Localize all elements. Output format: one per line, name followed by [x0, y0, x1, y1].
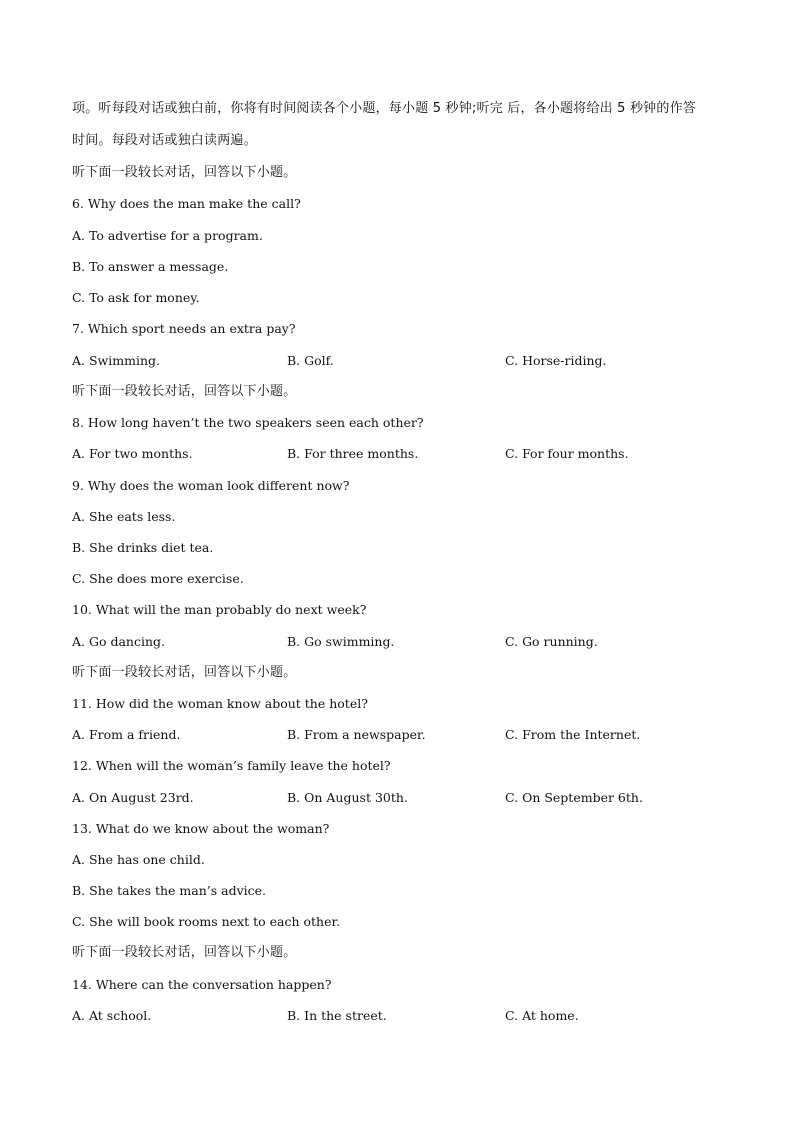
q7-option-b: B. Golf.	[287, 353, 334, 368]
q11-option-c: C. From the Internet.	[505, 727, 641, 742]
instructions-line-2: 时间。每段对话或独白读两遍。	[72, 133, 257, 148]
question-14: 14. Where can the conversation happen?	[72, 977, 332, 992]
q9-option-c: C. She does more exercise.	[72, 571, 244, 586]
q6-option-b: B. To answer a message.	[72, 259, 229, 274]
q8-options	[72, 446, 752, 462]
q11-option-a: A. From a friend.	[72, 727, 181, 742]
q8-option-b: B. For three months.	[287, 446, 419, 461]
q12-option-c: C. On September 6th.	[505, 790, 643, 805]
q14-option-b: B. In the street.	[287, 1008, 387, 1023]
question-11: 11. How did the woman know about the hotel?	[72, 696, 368, 711]
q7-option-a: A. Swimming.	[72, 353, 160, 368]
q9-option-a: A. She eats less.	[72, 509, 176, 524]
question-12: 12. When will the woman’s family leave the hotel?	[72, 758, 391, 773]
q13-option-a: A. She has one child.	[72, 852, 205, 867]
question-6: 6. Why does the man make the call?	[72, 196, 301, 211]
section-heading: 听下面一段较长对话，回答以下小题。	[72, 165, 297, 180]
q11-options	[72, 727, 752, 743]
instructions-line-1: 项。听每段对话或独白前，你将有时间阅读各个小题，每小题 5 秒钟;听完 后，各小题将给出 5 秒钟的作答	[72, 101, 696, 116]
q10-option-b: B. Go swimming.	[287, 634, 395, 649]
q14-option-a: A. At school.	[72, 1008, 152, 1023]
q6-option-a: A. To advertise for a program.	[72, 228, 263, 243]
q13-option-c: C. She will book rooms next to each other.	[72, 914, 341, 929]
q10-option-c: C. Go running.	[505, 634, 598, 649]
q12-options	[72, 790, 752, 806]
q9-option-b: B. She drinks diet tea.	[72, 540, 214, 555]
q7-option-c: C. Horse-riding.	[505, 353, 607, 368]
q11-option-b: B. From a newspaper.	[287, 727, 426, 742]
question-7: 7. Which sport needs an extra pay?	[72, 321, 296, 336]
section-heading: 听下面一段较长对话，回答以下小题。	[72, 665, 297, 680]
q12-option-b: B. On August 30th.	[287, 790, 408, 805]
q6-option-c: C. To ask for money.	[72, 290, 200, 305]
question-8: 8. How long haven’t the two speakers seen each other?	[72, 415, 424, 430]
q14-options	[72, 1008, 752, 1024]
section-heading: 听下面一段较长对话，回答以下小题。	[72, 384, 297, 399]
q13-option-b: B. She takes the man’s advice.	[72, 883, 267, 898]
question-13: 13. What do we know about the woman?	[72, 821, 330, 836]
question-10: 10. What will the man probably do next week?	[72, 602, 367, 617]
q10-options	[72, 634, 752, 650]
section-heading: 听下面一段较长对话，回答以下小题。	[72, 945, 297, 960]
q7-options	[72, 353, 752, 369]
q14-option-c: C. At home.	[505, 1008, 579, 1023]
q12-option-a: A. On August 23rd.	[72, 790, 194, 805]
q8-option-a: A. For two months.	[72, 446, 193, 461]
q8-option-c: C. For four months.	[505, 446, 629, 461]
q10-option-a: A. Go dancing.	[72, 634, 165, 649]
question-9: 9. Why does the woman look different now?	[72, 478, 350, 493]
